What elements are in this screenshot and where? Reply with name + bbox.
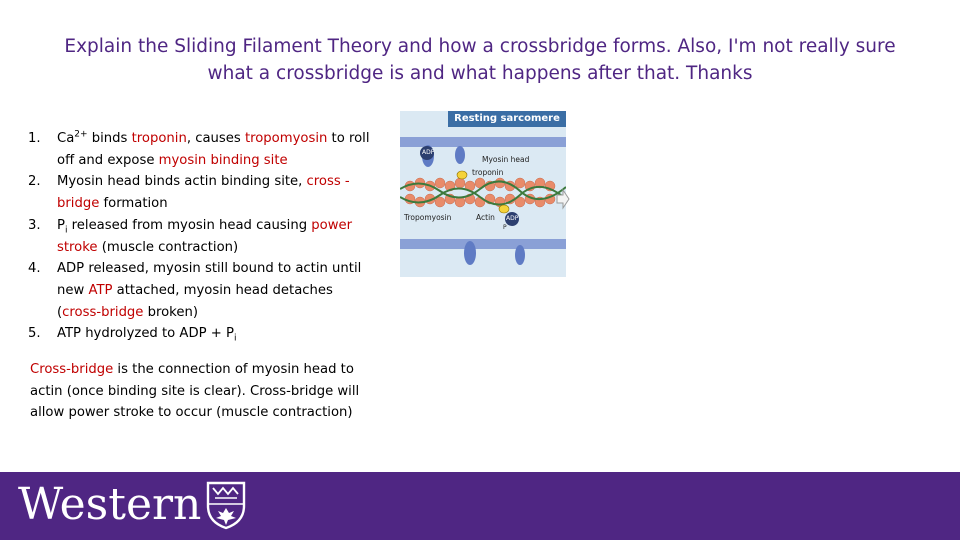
step-number: 4.	[28, 261, 41, 277]
step-text: broken)	[143, 304, 198, 320]
adp-label: ADP	[506, 215, 519, 222]
step-text: (muscle contraction)	[97, 239, 239, 255]
myosin-head-label: Myosin head	[482, 155, 530, 164]
subscript: i	[233, 333, 237, 344]
footer-bar	[0, 472, 960, 540]
tropomyosin-label: Tropomyosin	[404, 213, 452, 222]
crossbridge-definition	[30, 359, 375, 424]
step-3	[28, 215, 378, 258]
step-text: attached, myosin head detaches (	[57, 282, 333, 320]
highlight-term: troponin	[131, 131, 187, 146]
step-text: P	[57, 217, 65, 233]
step-text: formation	[99, 196, 168, 212]
troponin-label: troponin	[472, 168, 504, 177]
western-logo: Western	[18, 479, 202, 530]
step-text: , causes	[186, 131, 245, 146]
actin-label: Actin	[476, 213, 495, 222]
step-5	[28, 323, 378, 345]
phosphate-label: P	[503, 224, 507, 231]
step-4	[28, 258, 378, 323]
definition-text: is the connection of myosin head to actin (once binding site is clear). Cross-bridge will allow power stroke to occur (muscle contraction)	[30, 362, 360, 421]
steps-list	[28, 128, 378, 345]
step-number: 3.	[28, 217, 41, 233]
step-text: released from myosin head causing	[67, 217, 312, 233]
step-text: Ca	[57, 131, 75, 146]
next-arrow-icon	[556, 188, 570, 210]
step-text: binds	[87, 131, 132, 146]
highlight-term: Cross-bridge	[30, 362, 114, 377]
step-2	[28, 171, 378, 214]
step-text: to roll off and expose	[57, 131, 370, 168]
highlight-term: cross-bridge	[62, 304, 144, 320]
sarcomere-figure	[400, 111, 566, 277]
subscript: i	[64, 225, 68, 236]
highlight-term: tropomyosin	[244, 131, 328, 146]
highlight-term: cross -bridge	[57, 174, 350, 212]
step-text: Myosin head binds actin binding site,	[57, 174, 307, 190]
sarcomere-diagram	[400, 111, 566, 277]
step-text: ATP hydrolyzed to ADP + P	[57, 326, 234, 342]
superscript: 2+	[74, 129, 88, 140]
highlight-term: ATP	[88, 282, 113, 298]
step-1	[28, 128, 378, 171]
highlight-term: myosin binding site	[158, 152, 288, 168]
adp-label: ADP	[422, 149, 435, 156]
figure-header: Resting sarcomere	[448, 111, 566, 127]
step-number: 5.	[28, 326, 41, 342]
step-number: 2.	[28, 174, 41, 190]
western-crest-icon	[205, 480, 247, 530]
highlight-term: power stroke	[57, 217, 353, 255]
step-text: ADP released, myosin still bound to actin until new	[57, 261, 362, 298]
slide-title: Explain the Sliding Filament Theory and how a crossbridge forms. Also, I'm not really sure what a crossbridge is and what happens after that. Thanks	[64, 36, 896, 84]
step-number: 1.	[28, 131, 41, 146]
